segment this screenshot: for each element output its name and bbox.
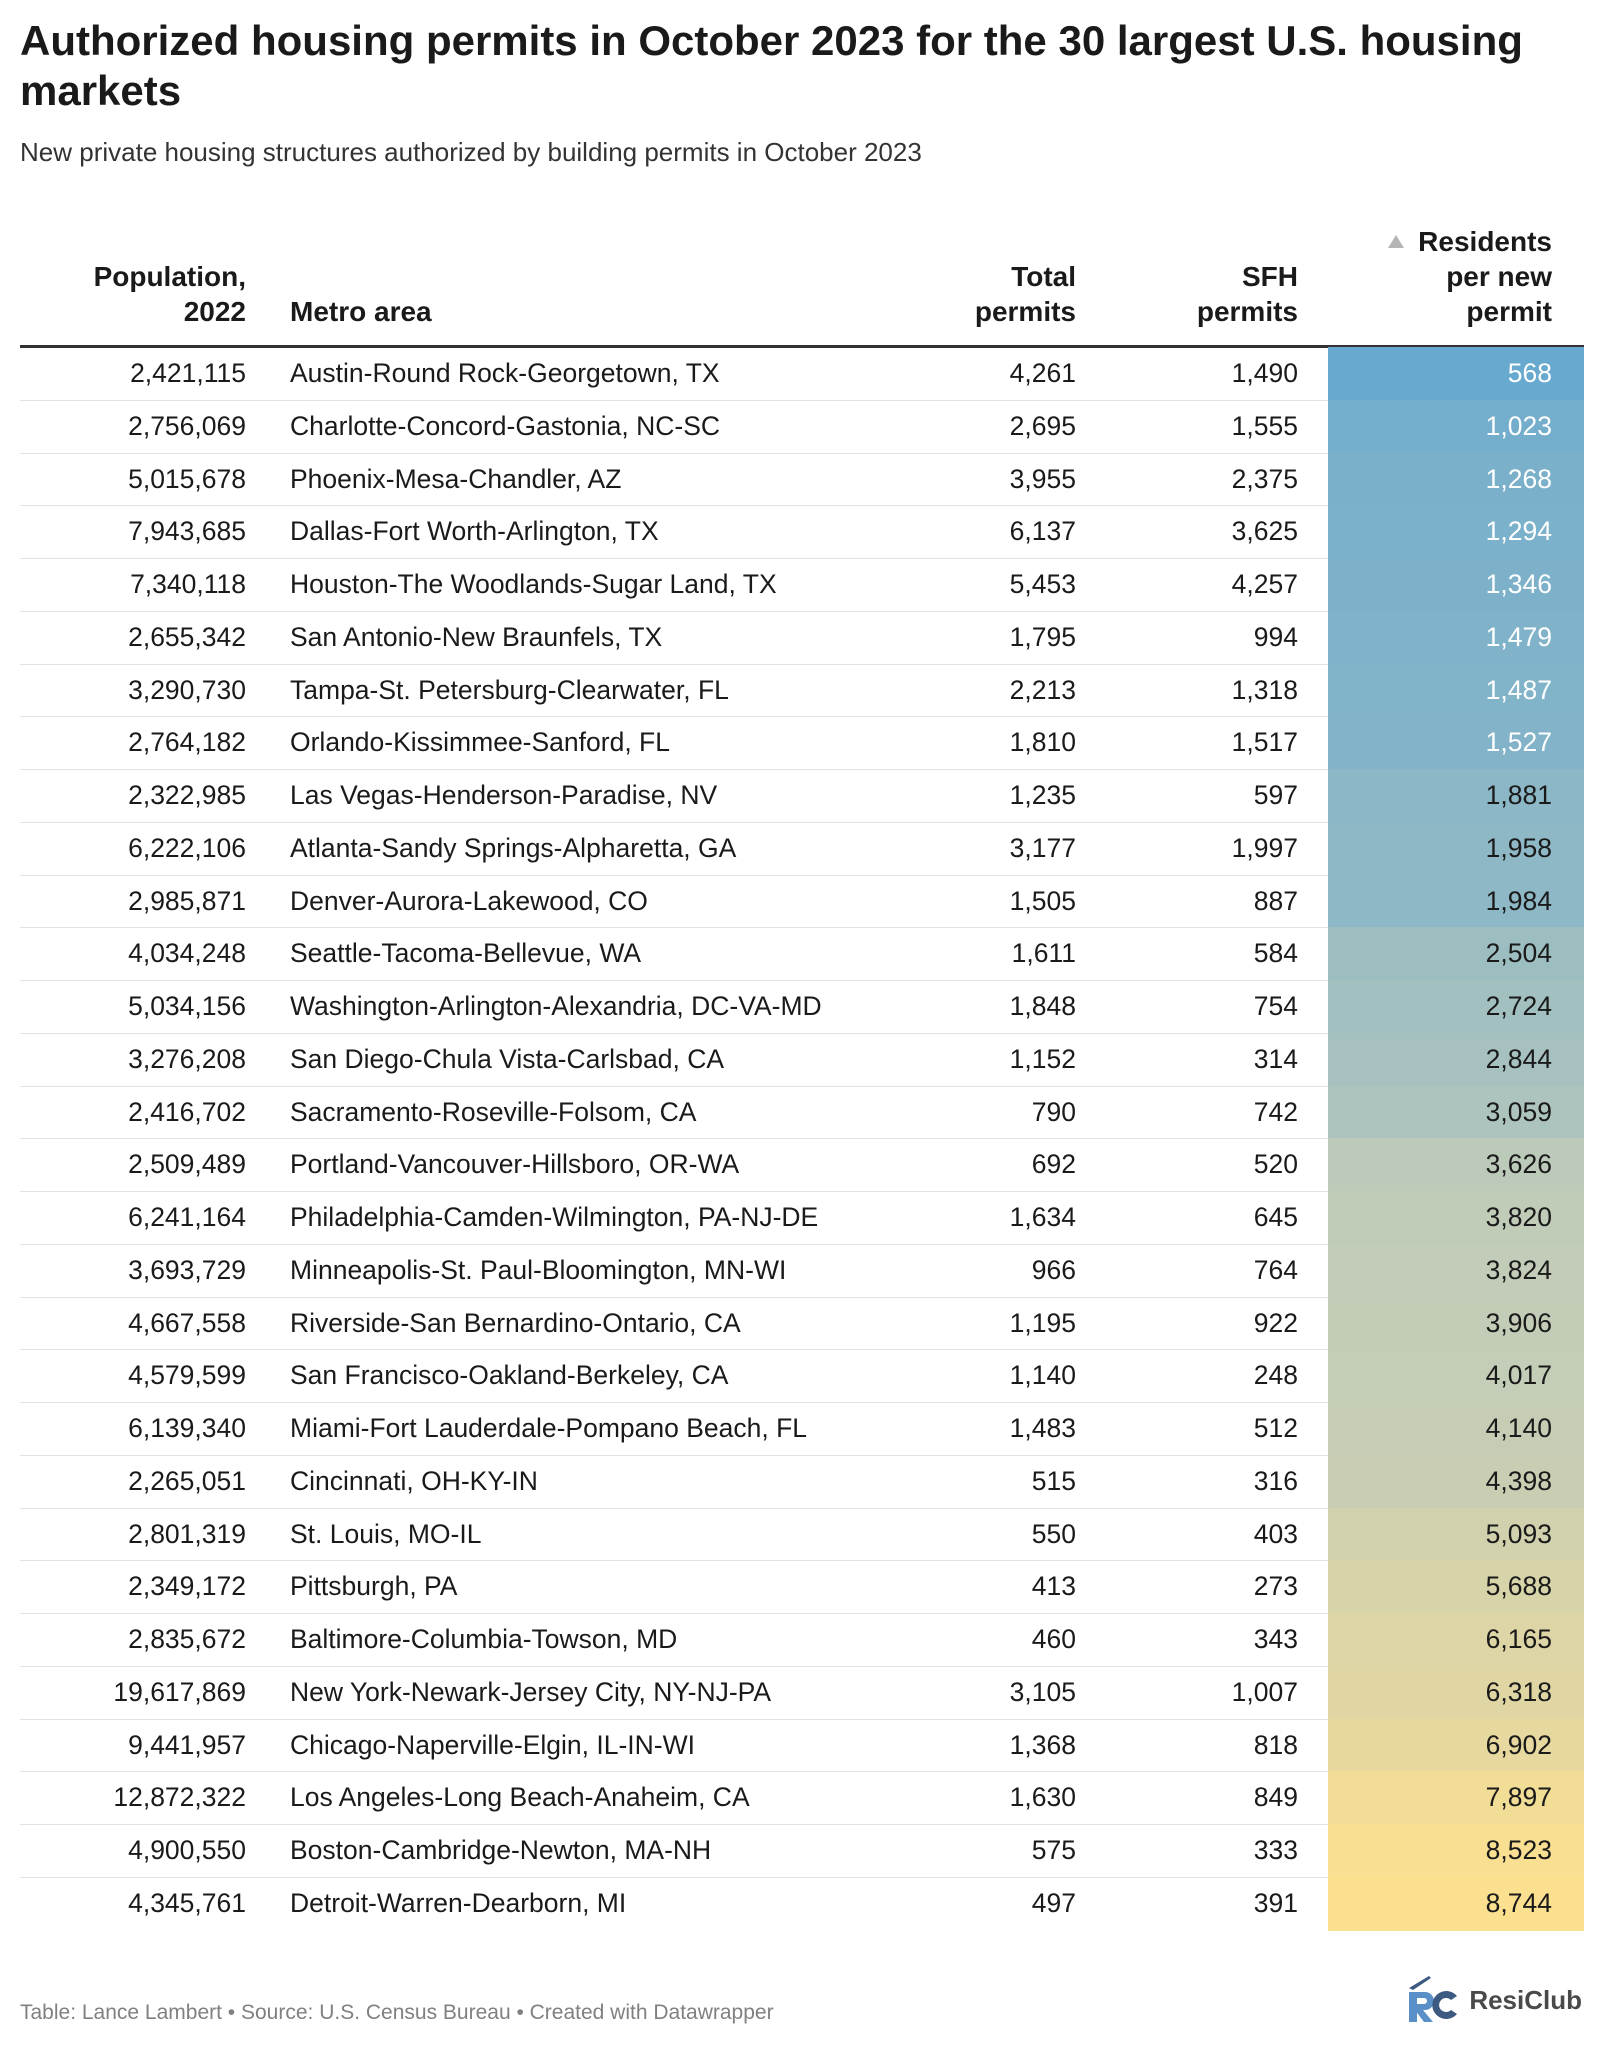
- metro-cell: Los Angeles-Long Beach-Anaheim, CA: [290, 1782, 750, 1813]
- sfh-permits-cell: 584: [1253, 938, 1298, 969]
- residents-per-permit-cell: 8,744: [1328, 1877, 1584, 1931]
- column-header-population[interactable]: Population, 2022: [93, 261, 246, 327]
- metro-cell: Minneapolis-St. Paul-Bloomington, MN-WI: [290, 1254, 787, 1285]
- sfh-permits-cell: 273: [1253, 1571, 1298, 1602]
- total-permits-cell: 1,140: [1009, 1360, 1076, 1391]
- population-cell: 2,801,319: [128, 1518, 246, 1549]
- residents-per-permit-cell: 3,626: [1328, 1138, 1584, 1192]
- table-row: [20, 1139, 1584, 1192]
- residents-per-permit-cell: 6,165: [1328, 1613, 1584, 1667]
- sfh-permits-cell: 391: [1253, 1887, 1298, 1918]
- metro-cell: Washington-Arlington-Alexandria, DC-VA-MD: [290, 991, 822, 1021]
- sfh-permits-cell: 645: [1253, 1202, 1298, 1232]
- population-cell: 2,322,985: [128, 780, 246, 810]
- residents-per-permit-cell: 1,023: [1328, 400, 1584, 454]
- table-row: [20, 1456, 1584, 1509]
- population-cell: 12,872,322: [113, 1782, 246, 1813]
- metro-cell: Austin-Round Rock-Georgetown, TX: [290, 358, 720, 388]
- sfh-permits-cell: 887: [1253, 885, 1298, 916]
- metro-cell: Riverside-San Bernardino-Ontario, CA: [290, 1307, 741, 1338]
- table-row: [20, 1561, 1584, 1614]
- total-permits-cell: 1,195: [1009, 1307, 1076, 1338]
- residents-per-permit-cell: 1,958: [1328, 822, 1584, 876]
- sfh-permits-cell: 818: [1253, 1729, 1298, 1760]
- total-permits-cell: 3,105: [1009, 1676, 1076, 1707]
- population-cell: 5,034,156: [128, 991, 246, 1021]
- metro-cell: Cincinnati, OH-KY-IN: [290, 1465, 538, 1496]
- total-permits-cell: 575: [1031, 1835, 1076, 1865]
- residents-per-permit-cell: 2,844: [1328, 1033, 1584, 1087]
- metro-cell: Portland-Vancouver-Hillsboro, OR-WA: [290, 1149, 740, 1180]
- total-permits-cell: 1,630: [1009, 1782, 1076, 1813]
- sfh-permits-cell: 754: [1253, 991, 1298, 1021]
- population-cell: 2,421,115: [130, 358, 246, 388]
- residents-per-permit-cell: 1,527: [1328, 716, 1584, 770]
- residents-per-permit-cell: 1,268: [1328, 453, 1584, 507]
- column-header-metro[interactable]: Metro area: [290, 296, 432, 327]
- metro-cell: Houston-The Woodlands-Sugar Land, TX: [290, 569, 777, 599]
- metro-cell: New York-Newark-Jersey City, NY-NJ-PA: [290, 1676, 772, 1707]
- population-cell: 4,579,599: [128, 1360, 246, 1391]
- sfh-permits-cell: 597: [1253, 780, 1298, 810]
- population-cell: 6,241,164: [128, 1202, 246, 1232]
- total-permits-cell: 2,213: [1009, 674, 1076, 705]
- population-cell: 4,034,248: [128, 938, 246, 969]
- residents-per-permit-cell: 4,140: [1328, 1402, 1584, 1456]
- total-permits-cell: 1,505: [1009, 885, 1076, 916]
- residents-per-permit-cell: 1,479: [1328, 611, 1584, 665]
- total-permits-cell: 550: [1031, 1518, 1076, 1549]
- metro-cell: Philadelphia-Camden-Wilmington, PA-NJ-DE: [290, 1202, 819, 1232]
- total-permits-cell: 3,955: [1009, 463, 1076, 494]
- population-cell: 7,340,118: [130, 569, 246, 599]
- total-permits-cell: 1,810: [1009, 727, 1076, 758]
- total-permits-cell: 1,368: [1009, 1729, 1076, 1760]
- residents-per-permit-cell: 5,688: [1328, 1560, 1584, 1614]
- table-row: [20, 1667, 1584, 1720]
- residents-per-permit-cell: 568: [1328, 347, 1584, 401]
- metro-cell: Phoenix-Mesa-Chandler, AZ: [290, 463, 622, 494]
- column-header-residents[interactable]: Residents per new permit: [1388, 224, 1552, 329]
- sfh-permits-cell: 922: [1253, 1307, 1298, 1338]
- metro-cell: Atlanta-Sandy Springs-Alpharetta, GA: [290, 832, 737, 863]
- sfh-permits-cell: 764: [1253, 1254, 1298, 1285]
- total-permits-cell: 4,261: [1009, 358, 1076, 388]
- table-body: [20, 348, 1584, 1931]
- population-cell: 3,276,208: [128, 1043, 246, 1074]
- total-permits-cell: 515: [1031, 1465, 1076, 1496]
- metro-cell: San Diego-Chula Vista-Carlsbad, CA: [290, 1043, 725, 1074]
- table-row: [20, 665, 1584, 718]
- sfh-permits-cell: 1,318: [1231, 674, 1298, 705]
- total-permits-cell: 1,611: [1011, 938, 1076, 969]
- resiclub-logo-icon: [1405, 1974, 1461, 2026]
- population-cell: 5,015,678: [128, 463, 246, 494]
- metro-cell: Baltimore-Columbia-Towson, MD: [290, 1624, 678, 1654]
- metro-cell: Tampa-St. Petersburg-Clearwater, FL: [290, 674, 729, 705]
- residents-per-permit-cell: 2,504: [1328, 927, 1584, 981]
- residents-per-permit-cell: 6,902: [1328, 1719, 1584, 1773]
- column-header-total[interactable]: Total permits: [974, 261, 1076, 327]
- sfh-permits-cell: 403: [1253, 1518, 1298, 1549]
- table-row: [20, 506, 1584, 559]
- population-cell: 3,693,729: [128, 1254, 246, 1285]
- residents-per-permit-cell: 2,724: [1328, 980, 1584, 1034]
- table-row: [20, 823, 1584, 876]
- sort-ascending-icon: [1388, 235, 1404, 248]
- total-permits-cell: 790: [1031, 1096, 1076, 1127]
- sfh-permits-cell: 316: [1253, 1465, 1298, 1496]
- metro-cell: Orlando-Kissimmee-Sanford, FL: [290, 727, 670, 758]
- sfh-permits-cell: 1,997: [1231, 832, 1298, 863]
- table-row: [20, 717, 1584, 770]
- page-title: Authorized housing permits in October 2023 for the 30 largest U.S. housing markets: [20, 17, 1523, 114]
- sfh-permits-cell: 1,490: [1231, 358, 1298, 388]
- table-row: [20, 876, 1584, 929]
- table-row: [20, 612, 1584, 665]
- source-footer: Table: Lance Lambert • Source: U.S. Census Bureau • Created with Datawrapper: [20, 2001, 774, 2024]
- sfh-permits-cell: 742: [1253, 1096, 1298, 1127]
- table-row: [20, 348, 1584, 401]
- population-cell: 2,509,489: [128, 1149, 246, 1180]
- population-cell: 6,139,340: [128, 1413, 246, 1443]
- table-row: [20, 981, 1584, 1034]
- resiclub-logo-text: ResiClub: [1469, 1984, 1582, 2015]
- total-permits-cell: 460: [1031, 1624, 1076, 1654]
- metro-cell: Boston-Cambridge-Newton, MA-NH: [290, 1835, 712, 1865]
- sfh-permits-cell: 4,257: [1231, 569, 1298, 599]
- sfh-permits-cell: 314: [1253, 1043, 1298, 1074]
- population-cell: 2,265,051: [128, 1465, 246, 1496]
- sfh-permits-cell: 343: [1253, 1624, 1298, 1654]
- table-row: [20, 1034, 1584, 1087]
- total-permits-cell: 1,848: [1009, 991, 1076, 1021]
- population-cell: 3,290,730: [128, 674, 246, 705]
- total-permits-cell: 413: [1031, 1571, 1076, 1602]
- residents-per-permit-cell: 1,346: [1328, 558, 1584, 612]
- sfh-permits-cell: 1,007: [1231, 1676, 1298, 1707]
- resiclub-logo: [1405, 1970, 1582, 2030]
- total-permits-cell: 497: [1031, 1887, 1076, 1918]
- residents-per-permit-cell: 8,523: [1328, 1824, 1584, 1878]
- residents-per-permit-cell: 4,017: [1328, 1349, 1584, 1403]
- total-permits-cell: 1,634: [1009, 1202, 1076, 1232]
- metro-cell: San Antonio-New Braunfels, TX: [290, 621, 663, 652]
- total-permits-cell: 6,137: [1009, 516, 1076, 547]
- population-cell: 2,756,069: [128, 410, 246, 441]
- population-cell: 2,655,342: [128, 621, 246, 652]
- residents-per-permit-cell: 5,093: [1328, 1508, 1584, 1562]
- residents-per-permit-cell: 3,059: [1328, 1086, 1584, 1140]
- sfh-permits-cell: 3,625: [1231, 516, 1298, 547]
- total-permits-cell: 1,235: [1009, 780, 1076, 810]
- residents-per-permit-cell: 3,824: [1328, 1244, 1584, 1298]
- table-row: [20, 1825, 1584, 1878]
- population-cell: 2,985,871: [128, 885, 246, 916]
- total-permits-cell: 966: [1031, 1254, 1076, 1285]
- residents-per-permit-cell: 4,398: [1328, 1455, 1584, 1509]
- population-cell: 2,416,702: [128, 1096, 246, 1127]
- total-permits-cell: 5,453: [1009, 569, 1076, 599]
- population-cell: 4,900,550: [128, 1835, 246, 1865]
- population-cell: 2,764,182: [128, 727, 246, 758]
- sfh-permits-cell: 2,375: [1231, 463, 1298, 494]
- total-permits-cell: 1,483: [1009, 1413, 1076, 1443]
- metro-cell: Seattle-Tacoma-Bellevue, WA: [290, 938, 642, 969]
- table-row: [20, 559, 1584, 612]
- population-cell: 19,617,869: [113, 1676, 246, 1707]
- table-header: [20, 220, 1584, 345]
- sfh-permits-cell: 1,555: [1231, 410, 1298, 441]
- metro-cell: Las Vegas-Henderson-Paradise, NV: [290, 780, 718, 810]
- table-row: [20, 1878, 1584, 1931]
- sfh-permits-cell: 333: [1253, 1835, 1298, 1865]
- table-row: [20, 1720, 1584, 1773]
- population-cell: 4,345,761: [128, 1887, 246, 1918]
- metro-cell: St. Louis, MO-IL: [290, 1518, 482, 1549]
- sfh-permits-cell: 994: [1253, 621, 1298, 652]
- metro-cell: Chicago-Naperville-Elgin, IL-IN-WI: [290, 1729, 695, 1760]
- sfh-permits-cell: 248: [1253, 1360, 1298, 1391]
- residents-per-permit-cell: 1,984: [1328, 875, 1584, 929]
- residents-per-permit-cell: 3,820: [1328, 1191, 1584, 1245]
- metro-cell: Denver-Aurora-Lakewood, CO: [290, 885, 648, 916]
- table-row: [20, 1298, 1584, 1351]
- residents-per-permit-cell: 1,294: [1328, 505, 1584, 559]
- metro-cell: Detroit-Warren-Dearborn, MI: [290, 1887, 627, 1918]
- metro-cell: Miami-Fort Lauderdale-Pompano Beach, FL: [290, 1413, 807, 1443]
- sfh-permits-cell: 520: [1253, 1149, 1298, 1180]
- table-row: [20, 1192, 1584, 1245]
- column-header-sfh[interactable]: SFH permits: [1196, 261, 1298, 327]
- metro-cell: Sacramento-Roseville-Folsom, CA: [290, 1096, 697, 1127]
- table-row: [20, 454, 1584, 507]
- table-row: [20, 1509, 1584, 1562]
- residents-per-permit-cell: 3,906: [1328, 1297, 1584, 1351]
- residents-per-permit-cell: 6,318: [1328, 1666, 1584, 1720]
- table-row: [20, 1245, 1584, 1298]
- sfh-permits-cell: 1,517: [1231, 727, 1298, 758]
- population-cell: 2,349,172: [128, 1571, 246, 1602]
- residents-per-permit-cell: 1,487: [1328, 664, 1584, 718]
- page-subtitle: New private housing structures authorized by building permits in October 2023: [20, 137, 922, 167]
- table-row: [20, 928, 1584, 981]
- metro-cell: Charlotte-Concord-Gastonia, NC-SC: [290, 410, 721, 441]
- sfh-permits-cell: 512: [1253, 1413, 1298, 1443]
- table-row: [20, 1087, 1584, 1140]
- population-cell: 2,835,672: [128, 1624, 246, 1654]
- metro-cell: Pittsburgh, PA: [290, 1571, 458, 1602]
- residents-per-permit-cell: 1,881: [1328, 769, 1584, 823]
- total-permits-cell: 3,177: [1009, 832, 1076, 863]
- total-permits-cell: 2,695: [1009, 410, 1076, 441]
- sfh-permits-cell: 849: [1253, 1782, 1298, 1813]
- total-permits-cell: 692: [1031, 1149, 1076, 1180]
- residents-per-permit-cell: 7,897: [1328, 1771, 1584, 1825]
- table-row: [20, 401, 1584, 454]
- total-permits-cell: 1,152: [1009, 1043, 1076, 1074]
- population-cell: 6,222,106: [128, 832, 246, 863]
- table-row: [20, 1772, 1584, 1825]
- metro-cell: San Francisco-Oakland-Berkeley, CA: [290, 1360, 729, 1391]
- population-cell: 7,943,685: [128, 516, 246, 547]
- population-cell: 9,441,957: [128, 1729, 246, 1760]
- table-row: [20, 770, 1584, 823]
- population-cell: 4,667,558: [128, 1307, 246, 1338]
- total-permits-cell: 1,795: [1009, 621, 1076, 652]
- table-row: [20, 1614, 1584, 1667]
- table-row: [20, 1403, 1584, 1456]
- table-row: [20, 1350, 1584, 1403]
- metro-cell: Dallas-Fort Worth-Arlington, TX: [290, 516, 659, 547]
